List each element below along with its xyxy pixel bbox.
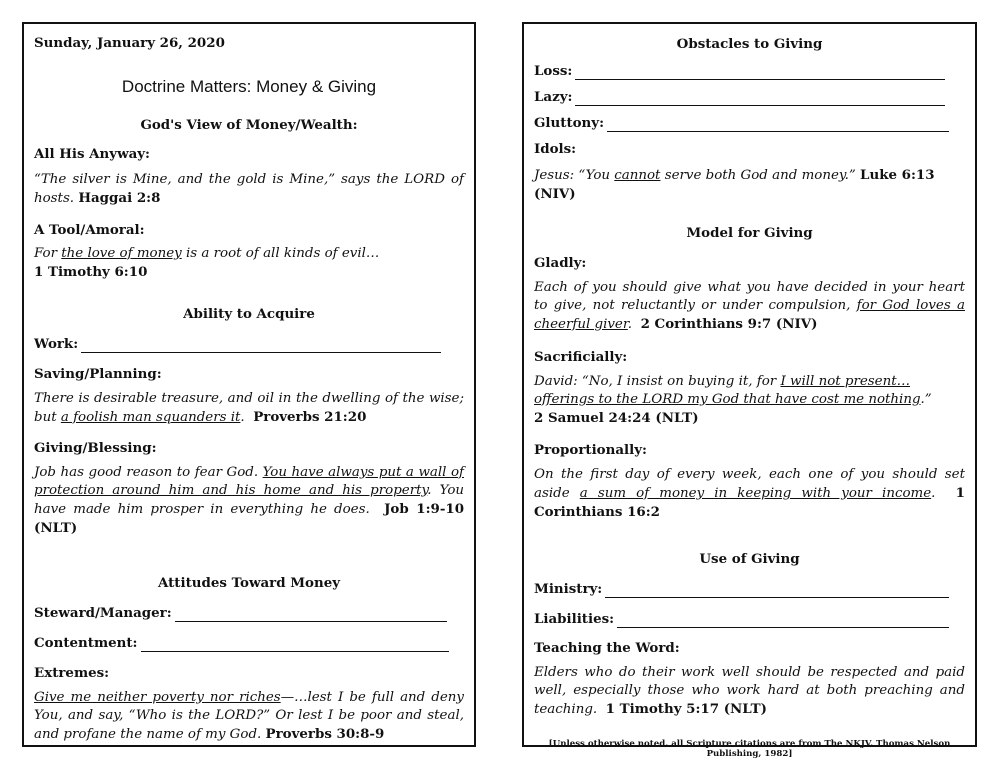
label-liabilities: Liabilities: [534,611,615,627]
label-teaching: Teaching the Word: [534,640,680,656]
corinthians16-ref: 1 Corinthians 16:2 [534,485,965,520]
footnote: [Unless otherwise noted, all Scripture citations are from The NKJV, Thomas Nelson Publishing, 1982] [548,739,951,759]
proverbs21-underlined: a foolish man squanders it [60,410,241,425]
label-giving: Giving/Blessing: [34,440,157,456]
liabilities-row [534,610,965,628]
label-ministry: Ministry: [534,581,603,597]
contentment-row [34,634,464,652]
samuel-post: .” [920,392,932,407]
date: Sunday, January 26, 2020 [34,35,225,51]
timothy-pre: For [34,246,62,261]
proverbs30-ref: Proverbs 30:8-9 [265,726,385,742]
corinthians16-underlined: a sum of money in keeping with your income [579,486,932,501]
work-row [34,335,464,353]
label-all-his: All His Anyway: [34,146,150,162]
samuel-ref: 2 Samuel 24:24 (NLT) [534,410,699,426]
gluttony-row [534,114,965,132]
corinthians16-post: . [931,486,936,501]
label-idols: Idols: [534,141,577,157]
label-tool: A Tool/Amoral: [34,222,145,238]
liabilities-blank[interactable] [617,613,949,628]
luke-pre: Jesus: “You [534,168,615,183]
timothy5-ref: 1 Timothy 5:17 (NLT) [605,701,767,717]
page-title: Doctrine Matters: Money & Giving [121,77,377,96]
timothy-ref: 1 Timothy 6:10 [34,264,148,280]
left-panel [22,22,476,747]
label-loss: Loss: [534,63,573,79]
timothy-post: is a root of all kinds of evil… [181,246,380,261]
corinthians9-post: . [627,317,633,332]
ministry-row [534,580,965,598]
job-pre: Job has good reason to fear God. [34,465,263,480]
luke-post: serve both God and money.” [660,168,856,183]
proverbs30-underlined: Give me neither poverty nor riches [34,690,281,705]
section-heading-ability: Ability to Acquire [183,306,315,322]
proverbs30-post: —…lest I be full and deny You, and say, “Who is the LORD?” Or lest I be poor and steal, and profane the name of my God. [34,690,464,742]
steward-row [34,604,464,622]
proverbs21-pre: There is desirable treasure, and oil in the dwelling of the wise; but [34,391,464,425]
job-quote [34,464,464,538]
right-panel [522,22,977,759]
samuel-underlined: I will not present…offerings to the LORD my God that have cost me nothing [534,374,921,407]
timothy-quote [34,245,464,263]
loss-row [534,62,965,80]
lazy-blank[interactable] [575,91,945,106]
proverbs21-post: . [240,410,245,425]
haggai-ref: Haggai 2:8 [78,190,161,206]
proverbs30-quote [34,689,464,744]
gluttony-blank[interactable] [607,117,949,132]
label-sacrificially: Sacrificially: [534,349,628,365]
timothy-underlined: the love of money [61,246,182,261]
job-post: . You have made him prosper in everything he does. [34,483,465,517]
lazy-row [534,88,965,106]
haggai-quote [34,171,464,208]
section-heading-gods-view: God's View of Money/Wealth: [140,117,358,133]
ministry-blank[interactable] [605,583,949,598]
steward-blank[interactable] [175,607,447,622]
label-steward: Steward/Manager: [34,605,172,621]
corinthians16-quote [534,466,965,522]
samuel-pre: David: “No, I insist on buying it, for [534,374,781,389]
proverbs21-ref: Proverbs 21:20 [253,409,367,425]
samuel-quote [534,373,965,409]
timothy5-text: Elders who do their work well should be respected and paid well, especially those who work hard at both preaching and teaching. [534,665,965,717]
timothy5-quote [534,664,965,719]
label-proportionally: Proportionally: [534,442,647,458]
label-lazy: Lazy: [534,89,573,105]
section-heading-use: Use of Giving [699,551,800,567]
corinthians9-ref: 2 Corinthians 9:7 (NIV) [640,316,818,332]
label-gladly: Gladly: [534,255,587,271]
loss-blank[interactable] [575,65,945,80]
luke-underlined: cannot [614,168,661,183]
corinthians9-quote [534,279,965,334]
job-ref: Job 1:9-10 (NLT) [34,501,465,536]
label-extremes: Extremes: [34,665,110,681]
luke-quote [534,166,965,204]
job-underlined: You have always put a wall of protection around him and his home and his property [34,465,464,498]
label-contentment: Contentment: [34,635,138,651]
haggai-quote-text: “The silver is Mine, and the gold is Mine,” says the LORD of hosts. [34,172,464,206]
label-saving: Saving/Planning: [34,366,162,382]
section-heading-obstacles: Obstacles to Giving [676,36,823,52]
label-gluttony: Gluttony: [534,115,605,131]
proverbs21-quote [34,390,464,427]
luke-ref: Luke 6:13 (NIV) [534,167,935,202]
section-heading-model: Model for Giving [686,225,813,241]
work-blank[interactable] [81,338,441,353]
corinthians9-underlined: for God loves a cheerful giver [534,298,965,332]
corinthians16-pre: On the first day of every week, each one of you should set aside [534,467,965,501]
contentment-blank[interactable] [141,637,449,652]
section-heading-attitudes: Attitudes Toward Money [157,575,341,591]
label-work: Work: [34,336,79,352]
corinthians9-pre: Each of you should give what you have decided in your heart to give, not reluctantly or under compulsion, [534,280,965,313]
